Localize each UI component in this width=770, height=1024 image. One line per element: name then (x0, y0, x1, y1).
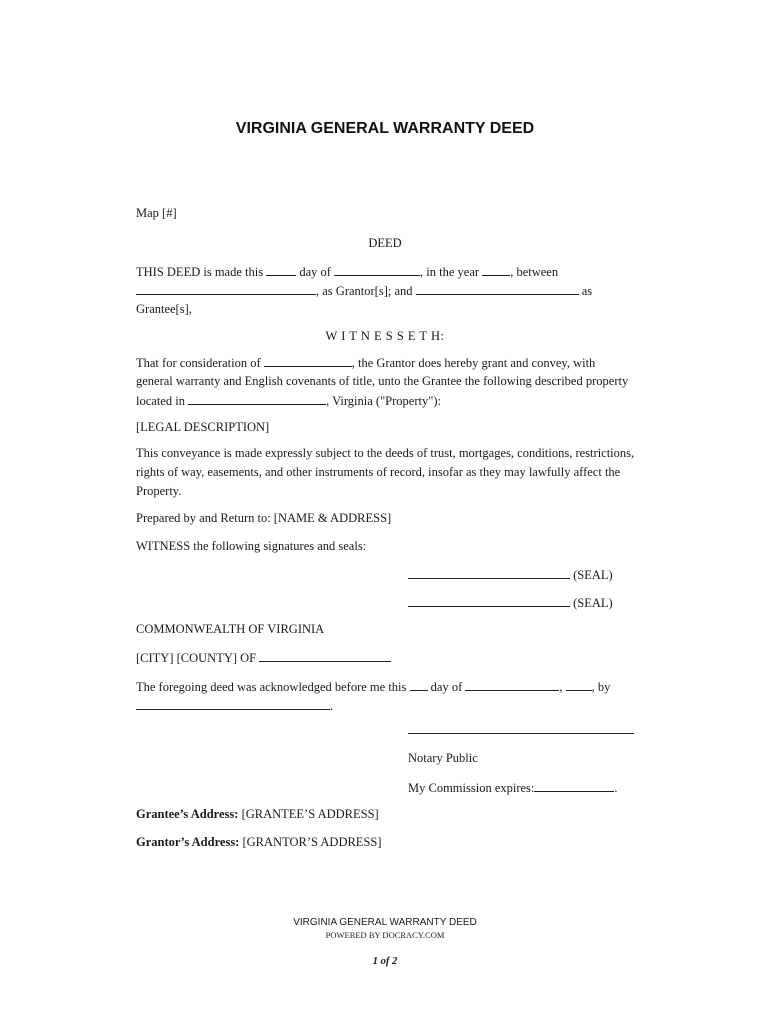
map-number: Map [#] (136, 206, 177, 220)
city-county-text: [CITY] [COUNTY] OF (136, 651, 257, 665)
witnesseth-heading: W I T N E S S E T H: (325, 329, 445, 343)
ack-end-text: . (330, 699, 334, 713)
acknowledgement-line-2 (136, 696, 333, 717)
consideration-line-2: general warranty and English covenants of title, unto the Grantee the following described property (136, 374, 629, 388)
signature-blank-1[interactable] (408, 565, 570, 579)
notary-signature-line[interactable] (408, 733, 634, 734)
grantor-line (136, 281, 592, 302)
ack-year-blank[interactable] (566, 677, 592, 691)
consideration-blank[interactable] (264, 353, 352, 367)
witness-signatures: WITNESS the following signatures and seals: (136, 539, 367, 553)
deed-date-text-4: , between (510, 265, 559, 279)
commission-line (408, 778, 618, 799)
footer-powered-by: POWERED BY DOCRACY.COM (325, 930, 445, 940)
virginia-property-text: , Virginia ("Property"): (326, 394, 441, 408)
deed-date-text-1: THIS DEED is made this (136, 265, 264, 279)
seal-line-2 (408, 593, 613, 614)
seal-label-1: (SEAL) (573, 568, 613, 582)
conveyance-line-3: Property. (136, 484, 182, 498)
commission-blank[interactable] (534, 778, 614, 792)
as-text: as (581, 284, 593, 298)
year-blank[interactable] (482, 262, 510, 276)
ack-text-4: , by (591, 680, 611, 694)
deed-date-text-3: , in the year (420, 265, 480, 279)
grantor-text: , as Grantor[s]; and (316, 284, 413, 298)
conveyance-line-1: This conveyance is made expressly subject to the deeds of trust, mortgages, conditions, restrictions, (136, 446, 635, 460)
seal-line-1 (408, 565, 613, 586)
month-blank[interactable] (334, 262, 420, 276)
ack-month-blank[interactable] (465, 677, 559, 691)
grantor-address-label: Grantor’s Address: (136, 835, 240, 849)
ack-name-blank[interactable] (136, 696, 330, 710)
located-line (136, 391, 441, 412)
notary-public-label: Notary Public (408, 751, 478, 765)
legal-description: [LEGAL DESCRIPTION] (136, 420, 270, 434)
grantee-text: Grantee[s], (136, 302, 192, 316)
county-blank[interactable] (188, 391, 326, 405)
conveyance-line-2: rights of way, easements, and other instruments of record, insofar as they may lawfully affect the (136, 465, 621, 479)
commission-end-text: . (614, 781, 618, 795)
commonwealth-heading: COMMONWEALTH OF VIRGINIA (136, 622, 325, 636)
document-title: VIRGINIA GENERAL WARRANTY DEED (235, 120, 535, 137)
city-county-line (136, 648, 391, 669)
grantor-address-value: [GRANTOR’S ADDRESS] (242, 835, 382, 849)
city-county-blank[interactable] (259, 648, 391, 662)
signature-blank-2[interactable] (408, 593, 570, 607)
prepared-by: Prepared by and Return to: [NAME & ADDRESS] (136, 511, 392, 525)
grantor-address-line (136, 833, 382, 853)
acknowledgement-line-1 (136, 677, 610, 698)
page-number: 1 of 2 (372, 956, 398, 967)
day-blank[interactable] (266, 262, 296, 276)
ack-day-blank[interactable] (410, 677, 428, 691)
deed-date-text-2: day of (299, 265, 331, 279)
consideration-text-1: That for consideration of (136, 356, 261, 370)
grantee-address-label: Grantee’s Address: (136, 807, 239, 821)
ack-text-1: The foregoing deed was acknowledged before me this (136, 680, 407, 694)
seal-label-2: (SEAL) (573, 596, 613, 610)
commission-text: My Commission expires: (408, 781, 535, 795)
consideration-line-1 (136, 353, 595, 374)
consideration-text-2: , the Grantor does hereby grant and convey, with (351, 356, 596, 370)
grantee-blank[interactable] (416, 281, 579, 295)
grantor-blank[interactable] (136, 281, 316, 295)
footer-title: VIRGINIA GENERAL WARRANTY DEED (293, 917, 477, 928)
grantee-address-line (136, 805, 379, 825)
located-in-text: located in (136, 394, 185, 408)
deed-date-line (136, 262, 558, 283)
grantee-address-value: [GRANTEE’S ADDRESS] (241, 807, 379, 821)
ack-text-3: , (559, 680, 563, 694)
ack-text-2: day of (430, 680, 463, 694)
deed-heading: DEED (368, 236, 402, 250)
